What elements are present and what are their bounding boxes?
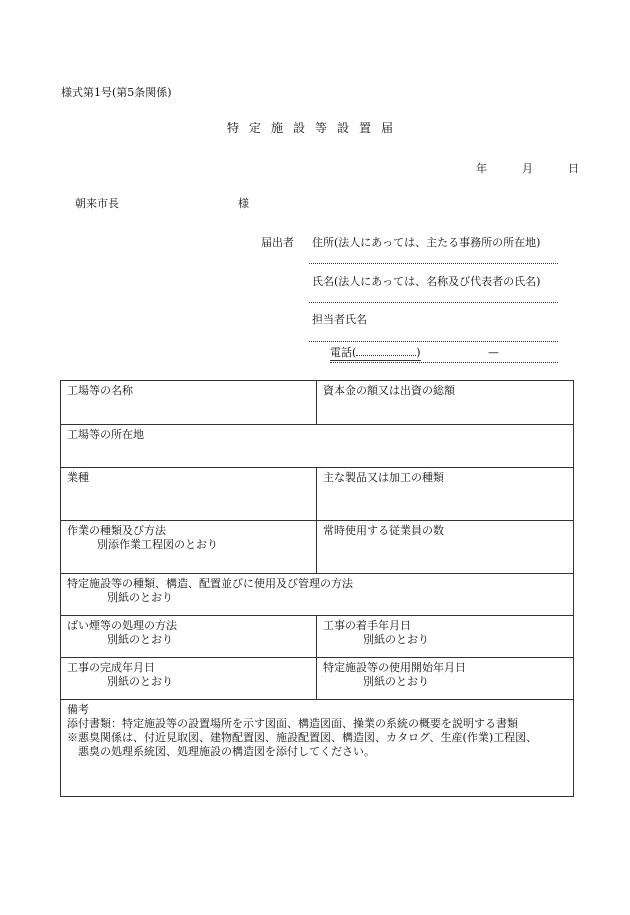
factory-location-label: 工場等の所在地: [67, 428, 144, 441]
capital-cell[interactable]: [317, 381, 574, 425]
staff-field[interactable]: [309, 341, 558, 342]
facility-type-cell[interactable]: [61, 574, 574, 616]
address-field[interactable]: [309, 263, 558, 264]
form-number: 様式第1号(第5条関係): [61, 86, 172, 99]
smoke-cell[interactable]: [61, 616, 317, 658]
factory-name-cell[interactable]: [61, 381, 317, 425]
products-label: 主な製品又は加工の種類: [323, 471, 444, 484]
staff-label: 担当者氏名: [312, 313, 367, 326]
remarks-label: 備考: [67, 703, 89, 716]
industry-cell[interactable]: [61, 468, 317, 521]
employees-cell[interactable]: [317, 521, 574, 574]
construction-end-cell[interactable]: [61, 658, 317, 700]
phone-label: 電話(: [330, 346, 357, 359]
phone-field[interactable]: [330, 346, 421, 361]
name-field[interactable]: [309, 302, 558, 303]
application-table: [60, 380, 574, 797]
phone-line: [330, 362, 558, 363]
usage-start-cell[interactable]: [317, 658, 574, 700]
usage-start-note: 別紙のとおり: [363, 675, 429, 688]
employees-label: 常時使用する従業員の数: [323, 524, 444, 537]
remarks-cell[interactable]: [61, 700, 574, 797]
addressee: 朝来市長: [75, 197, 119, 210]
capital-label: 資本金の額又は出資の総額: [323, 384, 455, 397]
facility-type-label: 特定施設等の種類、構造、配置並びに使用及び管理の方法: [67, 577, 353, 590]
construction-end-note: 別紙のとおり: [107, 675, 173, 688]
work-type-cell[interactable]: [61, 521, 317, 574]
construction-start-note: 別紙のとおり: [363, 633, 429, 646]
industry-label: 業種: [67, 471, 89, 484]
address-label: 住所(法人にあっては、主たる事務所の所在地): [312, 236, 541, 249]
remarks-line-1: 添付書類：特定施設等の設置場所を示す図面、構造図面、操業の系統の概要を説明する書類: [67, 717, 518, 730]
usage-start-label: 特定施設等の使用開始年月日: [323, 661, 466, 674]
name-label: 氏名(法人にあっては、名称及び代表者の氏名): [312, 275, 541, 288]
facility-type-note: 別紙のとおり: [107, 591, 173, 604]
date-field: [476, 162, 579, 176]
construction-start-label: 工事の着手年月日: [323, 619, 411, 632]
work-type-label: 作業の種類及び方法: [67, 524, 166, 537]
honorific: 様: [238, 197, 249, 210]
construction-start-cell[interactable]: [317, 616, 574, 658]
smoke-label: ばい煙等の処理の方法: [67, 619, 177, 632]
applicant-label: 届出者: [261, 236, 294, 249]
products-cell[interactable]: [317, 468, 574, 521]
smoke-note: 別紙のとおり: [107, 633, 173, 646]
remarks-line-2: ※悪臭関係は、付近見取図、建物配置図、施設配置図、構造図、カタログ、生産(作業)工程図、: [67, 731, 538, 744]
factory-name-label: 工場等の名称: [67, 384, 133, 397]
document-title: 特定施設等設置届: [226, 121, 403, 135]
construction-end-label: 工事の完成年月日: [67, 661, 155, 674]
date-day: 日: [568, 162, 579, 175]
phone-close: ): [416, 346, 421, 359]
factory-location-cell[interactable]: [61, 425, 574, 468]
date-month: 月: [522, 162, 533, 175]
phone-dash: —: [488, 346, 499, 359]
remarks-line-3: 悪臭の処理系統図、処理施設の構造図を添付してください。: [78, 745, 375, 758]
work-type-note: 別添作業工程図のとおり: [97, 538, 218, 551]
date-year: 年: [476, 162, 487, 175]
